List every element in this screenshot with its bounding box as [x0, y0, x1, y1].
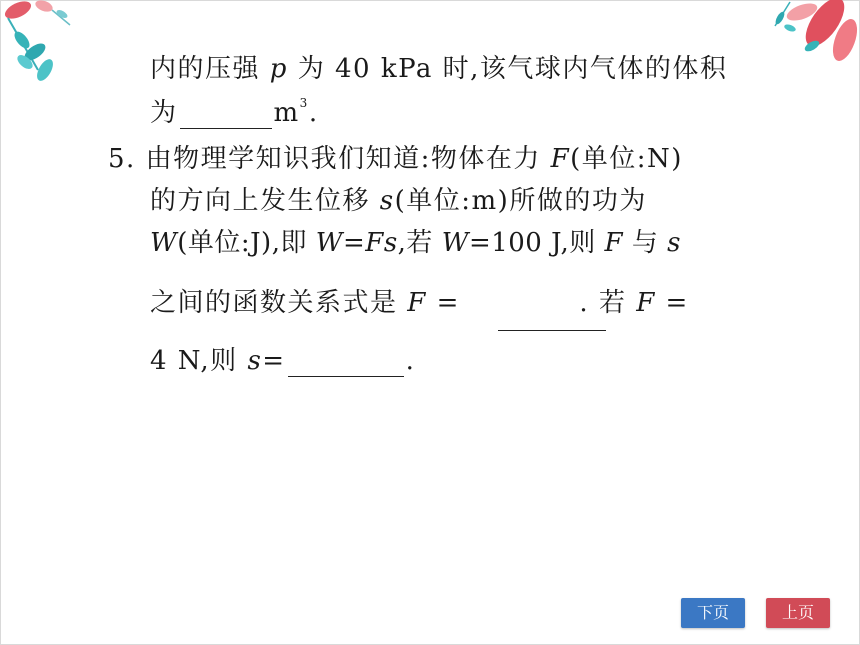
answer-blank-distance: [288, 352, 404, 377]
answer-blank-volume: [180, 104, 272, 129]
leaf-decoration-top-right: [730, 0, 860, 85]
question-5-line-5: 4 N,则 s= .: [150, 346, 416, 376]
question-number: 5.: [108, 144, 136, 174]
question-5-line-4: 之间的函数关系式是 F = . 若 F =: [150, 288, 689, 318]
continuation-line-1: 内的压强 p 为 40 kPa 时,该气球内气体的体积: [150, 54, 728, 84]
question-5-line-2: 的方向上发生位移 s(单位:m)所做的功为: [150, 186, 647, 216]
question-5-line-3: W(单位:J),即 W=Fs,若 W=100 J,则 F 与 s: [150, 228, 681, 258]
leaf-decoration-top-left: [0, 0, 90, 95]
answer-blank-function: [498, 330, 606, 331]
continuation-line-2: 为 $m^3$.: [150, 96, 319, 128]
previous-page-button[interactable]: 上页: [766, 598, 830, 628]
question-5-line-1: 5. 由物理学知识我们知道:物体在力 F(单位:N): [108, 144, 683, 174]
next-page-button[interactable]: 下页: [681, 598, 745, 628]
